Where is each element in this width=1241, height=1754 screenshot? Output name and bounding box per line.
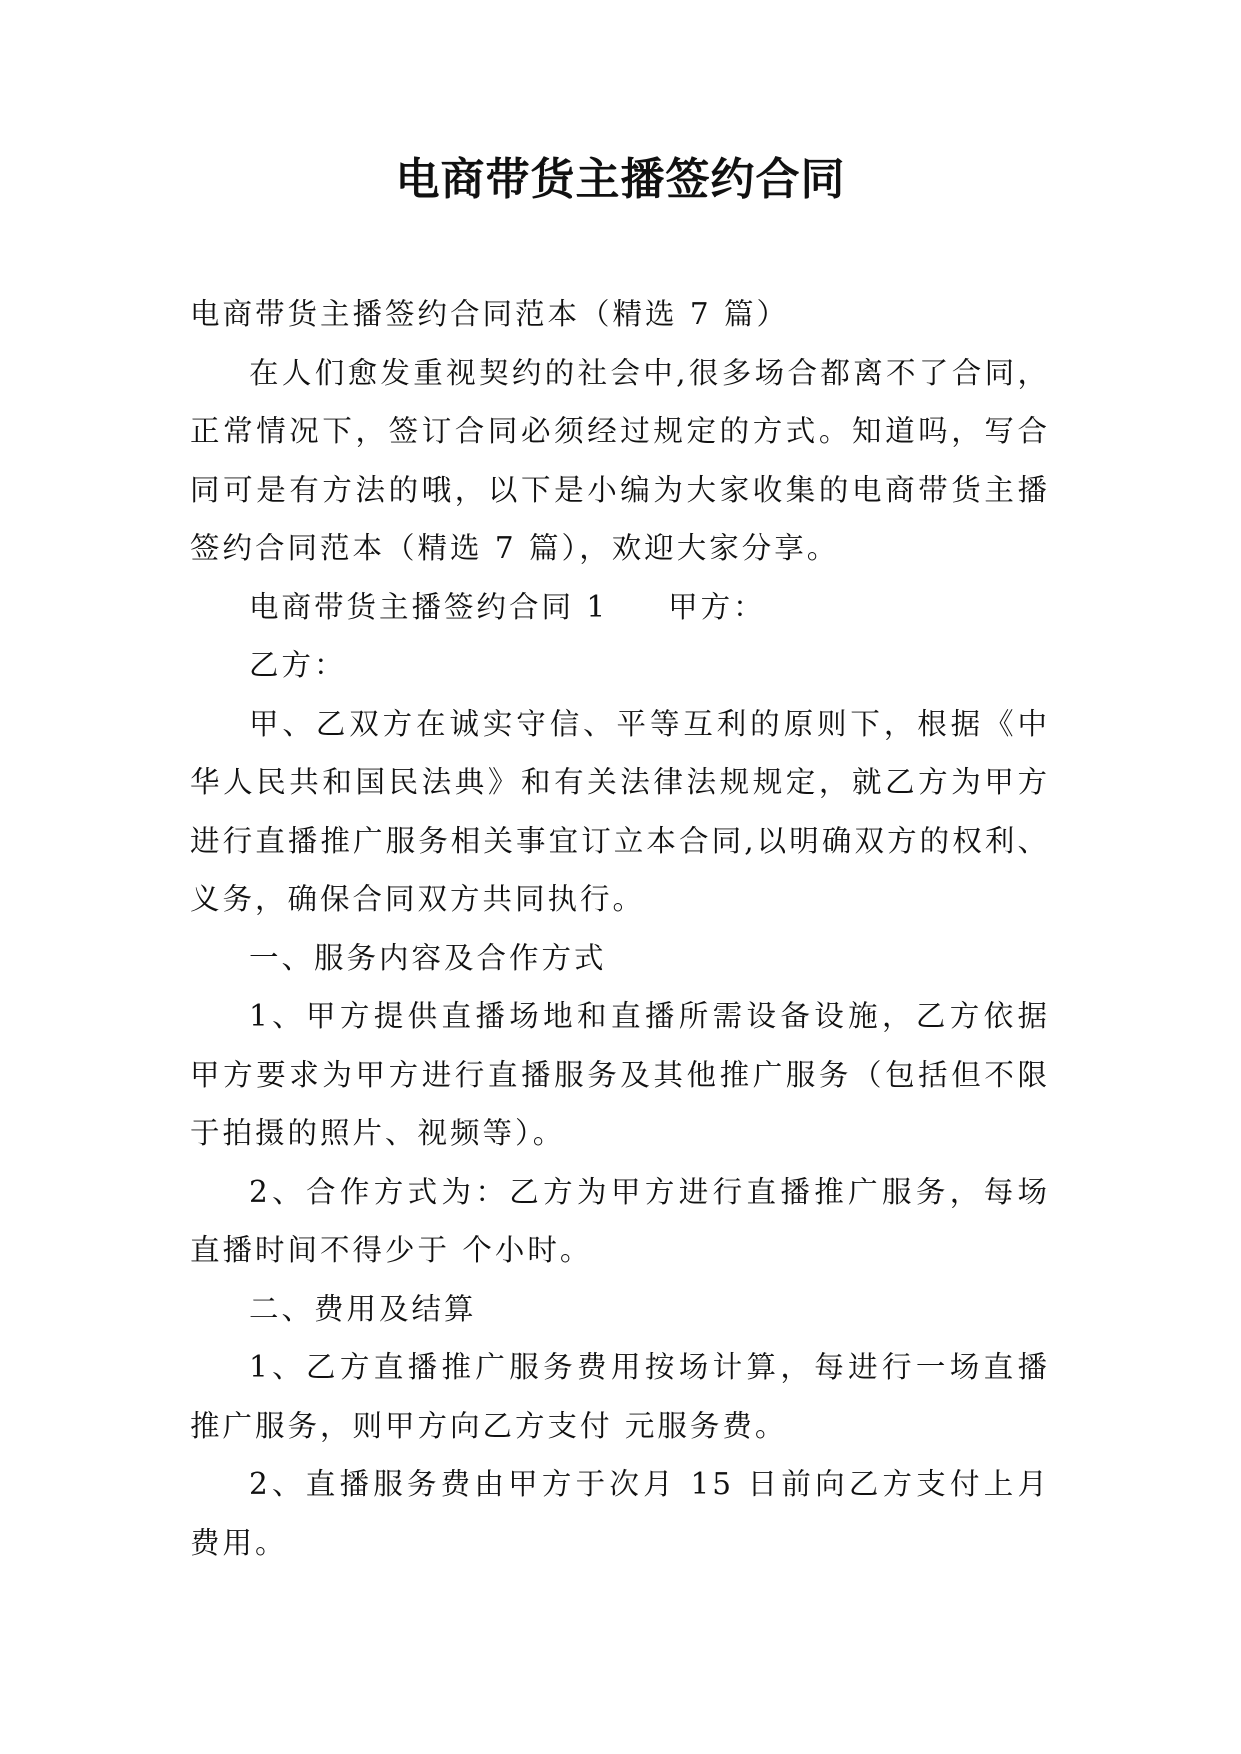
contract-heading: 电商带货主播签约合同 1: [249, 589, 609, 624]
clause-paragraph: 2、直播服务费由甲方于次月 15 日前向乙方支付上月费用。: [190, 1467, 1050, 1560]
intro-paragraph: 在人们愈发重视契约的社会中,很多场合都离不了合同，正常情况下，签订合同必须经过规定的方式。知道吗，写合同可是有方法的哦，以下是小编为大家收集的电商带货主播签约合同范本（精选 7 篇），欢迎大家分享。: [190, 355, 1050, 565]
document-title: 电商带货主播签约合同: [395, 154, 846, 205]
document-subtitle: 电商带货主播签约合同范本（精选 7 篇）: [190, 297, 790, 331]
section-heading: 二、费用及结算: [249, 1291, 477, 1326]
contract-heading-line: [190, 578, 1050, 637]
clause-paragraph: 1、甲方提供直播场地和直播所需设备设施，乙方依据甲方要求为甲方进行直播服务及其他推广服务（包括但不限于拍摄的照片、视频等）。: [190, 999, 1050, 1150]
clause-paragraph: 2、合作方式为：乙方为甲方进行直播推广服务，每场直播时间不得少于 个小时。: [190, 1174, 1050, 1267]
party-a-label: 甲方：: [668, 589, 766, 624]
section-heading: 一、服务内容及合作方式: [249, 940, 607, 975]
clause-paragraph: 1、乙方直播推广服务费用按场计算，每进行一场直播推广服务，则甲方向乙方支付 元服务费。: [190, 1350, 1050, 1443]
document-body: [190, 285, 1050, 1572]
party-b-label: 乙方：: [249, 648, 347, 682]
preamble-paragraph: 甲、乙双方在诚实守信、平等互利的原则下，根据《中华人民共和国民法典》和有关法律法规规定，就乙方为甲方进行直播推广服务相关事宜订立本合同,以明确双方的权利、义务，确保合同双方共同执行。: [190, 706, 1050, 916]
